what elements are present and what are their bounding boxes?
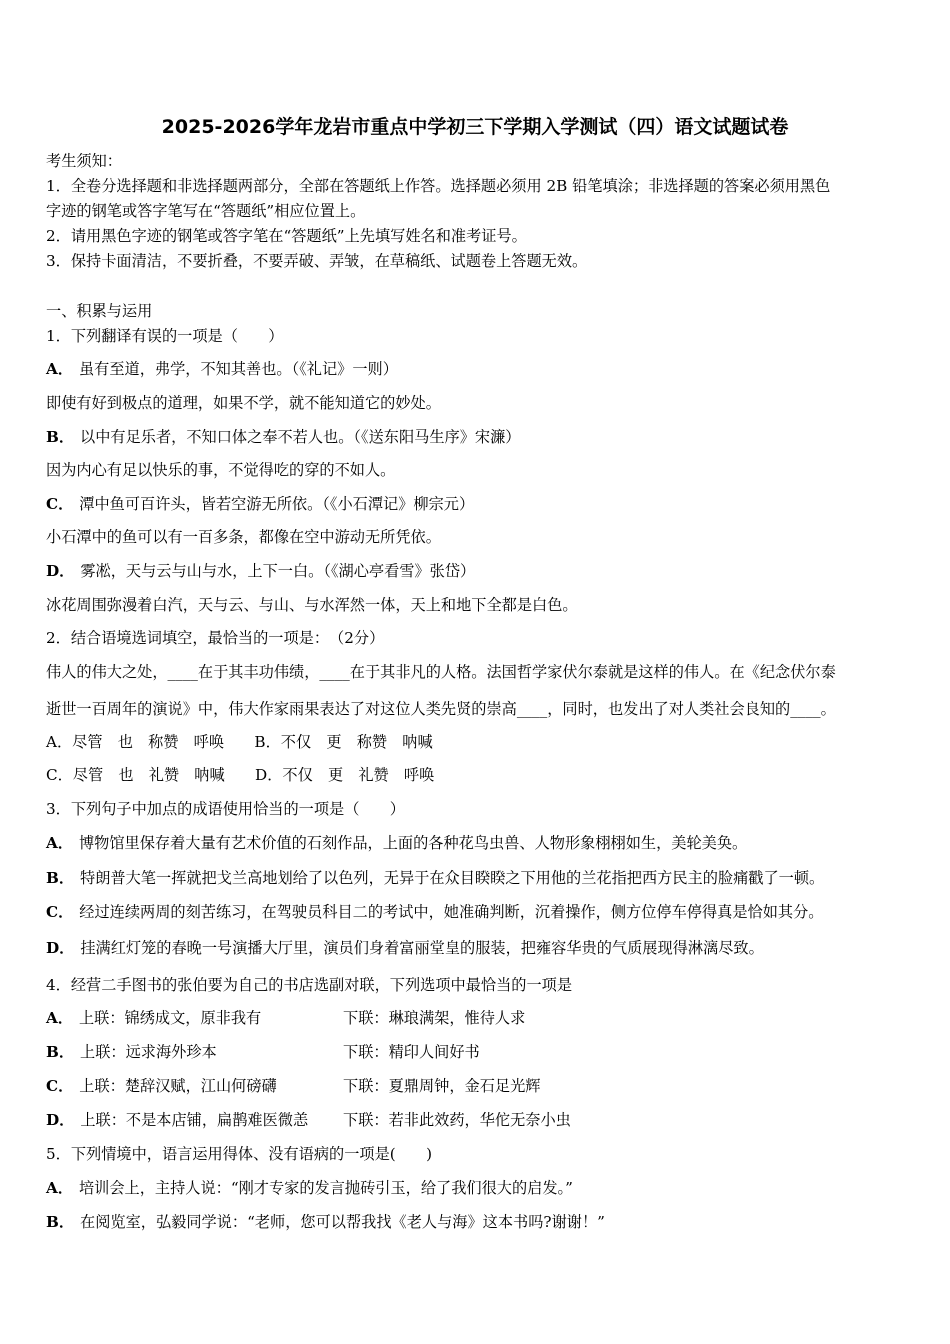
text-line — [46, 765, 434, 785]
text-line — [46, 494, 474, 514]
line-text: 因为内心有足以快乐的事，不觉得吃的穿的不如人。 — [46, 461, 396, 479]
line-text: 考生须知： — [46, 152, 122, 170]
line-text: 虽有至道，弗学，不知其善也。（《礼记》一则） — [78, 360, 398, 378]
line-text: 伟人的伟大之处，____在于其丰功伟绩，____在于其非凡的人格。法国哲学家伏尔泰就是这样的伟人。在《纪念伏尔泰 — [46, 663, 836, 681]
text-line — [46, 595, 578, 615]
option-label: A． — [46, 360, 73, 378]
option-label: D． — [46, 562, 75, 580]
line-text: 3．下列句子中加点的成语使用恰当的一项是（ ） — [46, 800, 405, 818]
text-line — [46, 527, 441, 547]
line-text: 在阅览室，弘毅同学说：“老师，您可以帮我找《老人与海》这本书吗?谢谢！” — [80, 1213, 605, 1231]
text-line — [46, 1178, 573, 1198]
line-text: 1．下列翻译有误的一项是（ ） — [46, 327, 284, 345]
text-line — [46, 1212, 605, 1232]
line-text: 经过连续两周的刻苦练习，在驾驶员科目二的考试中，她准确判断，沉着操作，侧方位停车停得真是恰如其分。 — [79, 903, 824, 921]
line-text: 冰花周围弥漫着白汽，天与云、与山、与水浑然一体，天上和地下全都是白色。 — [46, 596, 578, 614]
text-line — [46, 393, 441, 413]
line-text: A．尽管 也 称赞 呼唤 B．不仅 更 称赞 呐喊 — [46, 733, 433, 751]
option-label: A． — [46, 1009, 73, 1027]
line-text: 雾凇，天与云与山与水，上下一白。（《湖心亭看雪》张岱） — [80, 562, 476, 580]
text-line — [46, 1144, 432, 1164]
couplet-lower: 下联：若非此效药，华佗无奈小虫 — [343, 1111, 571, 1129]
text-line — [46, 201, 365, 221]
line-text: 特朗普大笔一挥就把戈兰高地划给了以色列，无异于在众目睽睽之下用他的兰花指把西方民主的脸痛戳了一顿。 — [80, 869, 825, 887]
text-line — [46, 1042, 480, 1062]
text-line — [46, 628, 384, 648]
text-line — [46, 975, 572, 995]
line-text: 潭中鱼可百许头，皆若空游无所依。（《小石潭记》柳宗元） — [79, 495, 475, 513]
line-text: 上联：不是本店铺，扁鹊难医微恙 — [80, 1111, 309, 1129]
line-text: 4．经营二手图书的张伯要为自己的书店选副对联，下列选项中最恰当的一项是 — [46, 976, 573, 994]
text-line — [46, 938, 764, 958]
option-label: B． — [46, 869, 75, 887]
line-text: 上联：锦绣成文，原非我有 — [78, 1009, 262, 1027]
line-text: 1．全卷分选择题和非选择题两部分，全部在答题纸上作答。选择题必须用 2B 铅笔填涂；非选择题的答案必须用黑色 — [46, 177, 831, 195]
option-label: A． — [46, 1179, 73, 1197]
text-line — [46, 1110, 571, 1130]
option-label: B． — [46, 428, 75, 446]
text-line — [46, 251, 587, 271]
line-text: 小石潭中的鱼可以有一百多条，都像在空中游动无所凭依。 — [46, 528, 441, 546]
text-line — [46, 176, 830, 196]
option-label: C． — [46, 903, 74, 921]
text-line — [46, 561, 475, 581]
line-text: 逝世一百周年的演说》中，伟大作家雨果表达了对这位人类先贤的崇高____，同时，也发出了对人类社会良知的____。 — [46, 700, 836, 718]
option-label: C． — [46, 1077, 74, 1095]
option-label: C． — [46, 495, 74, 513]
line-text: 字迹的钢笔或答字笔写在“答题纸”相应位置上。 — [46, 202, 366, 220]
line-text: 5．下列情境中，语言运用得体、没有语病的一项是( ) — [46, 1145, 433, 1163]
text-line — [46, 226, 527, 246]
text-line — [46, 359, 398, 379]
line-text: 即使有好到极点的道理，如果不学，就不能知道它的妙处。 — [46, 394, 441, 412]
line-text: C．尽管 也 礼赞 呐喊 D．不仅 更 礼赞 呼唤 — [46, 766, 435, 784]
option-label: D． — [46, 939, 75, 957]
line-text: 培训会上，主持人说：“刚才专家的发言抛砖引玉，给了我们很大的启发。” — [78, 1179, 573, 1197]
line-text: 博物馆里保存着大量有艺术价值的石刻作品，上面的各种花鸟虫兽、人物形象栩栩如生，美轮美奂。 — [78, 834, 748, 852]
text-line — [46, 833, 747, 853]
text-line — [46, 662, 836, 682]
option-label: D． — [46, 1111, 75, 1129]
text-line — [46, 1076, 541, 1096]
line-text: 2．请用黑色字迹的钢笔或答字笔在“答题纸”上先填写姓名和准考证号。 — [46, 227, 527, 245]
line-text: 以中有足乐者，不知口体之奉不若人也。（《送东阳马生序》宋濂） — [80, 428, 521, 446]
line-text: 挂满红灯笼的春晚一号演播大厅里，演员们身着富丽堂皇的服装，把雍容华贵的气质展现得淋漓尽致。 — [80, 939, 764, 957]
couplet-lower: 下联：夏鼎周钟，金石足光辉 — [343, 1077, 541, 1095]
text-line — [46, 1008, 526, 1028]
text-line — [46, 427, 520, 447]
text-line — [46, 902, 823, 922]
line-text: 一、积累与运用 — [46, 302, 153, 320]
option-label: A． — [46, 834, 73, 852]
text-line — [46, 301, 152, 321]
line-text: 2．结合语境选词填空，最恰当的一项是： （2分） — [46, 629, 385, 647]
option-label: B． — [46, 1213, 75, 1231]
line-text: 上联：远求海外珍本 — [80, 1043, 217, 1061]
option-label: B． — [46, 1043, 75, 1061]
line-text: 上联：楚辞汉赋，江山何磅礴 — [79, 1077, 277, 1095]
text-line — [46, 868, 824, 888]
text-line — [46, 699, 836, 719]
text-line — [46, 460, 395, 480]
text-line — [46, 151, 122, 171]
couplet-lower: 下联：精印人间好书 — [343, 1043, 480, 1061]
line-text: 3．保持卡面清洁，不要折叠，不要弄破、弄皱，在草稿纸、试题卷上答题无效。 — [46, 252, 588, 270]
couplet-lower: 下联：琳琅满架，惟待人求 — [343, 1009, 526, 1027]
text-line — [46, 799, 405, 819]
text-line — [46, 326, 283, 346]
page-title: 2025-2026学年龙岩市重点中学初三下学期入学测试（四）语文试题试卷 — [161, 116, 789, 138]
text-line — [46, 732, 433, 752]
